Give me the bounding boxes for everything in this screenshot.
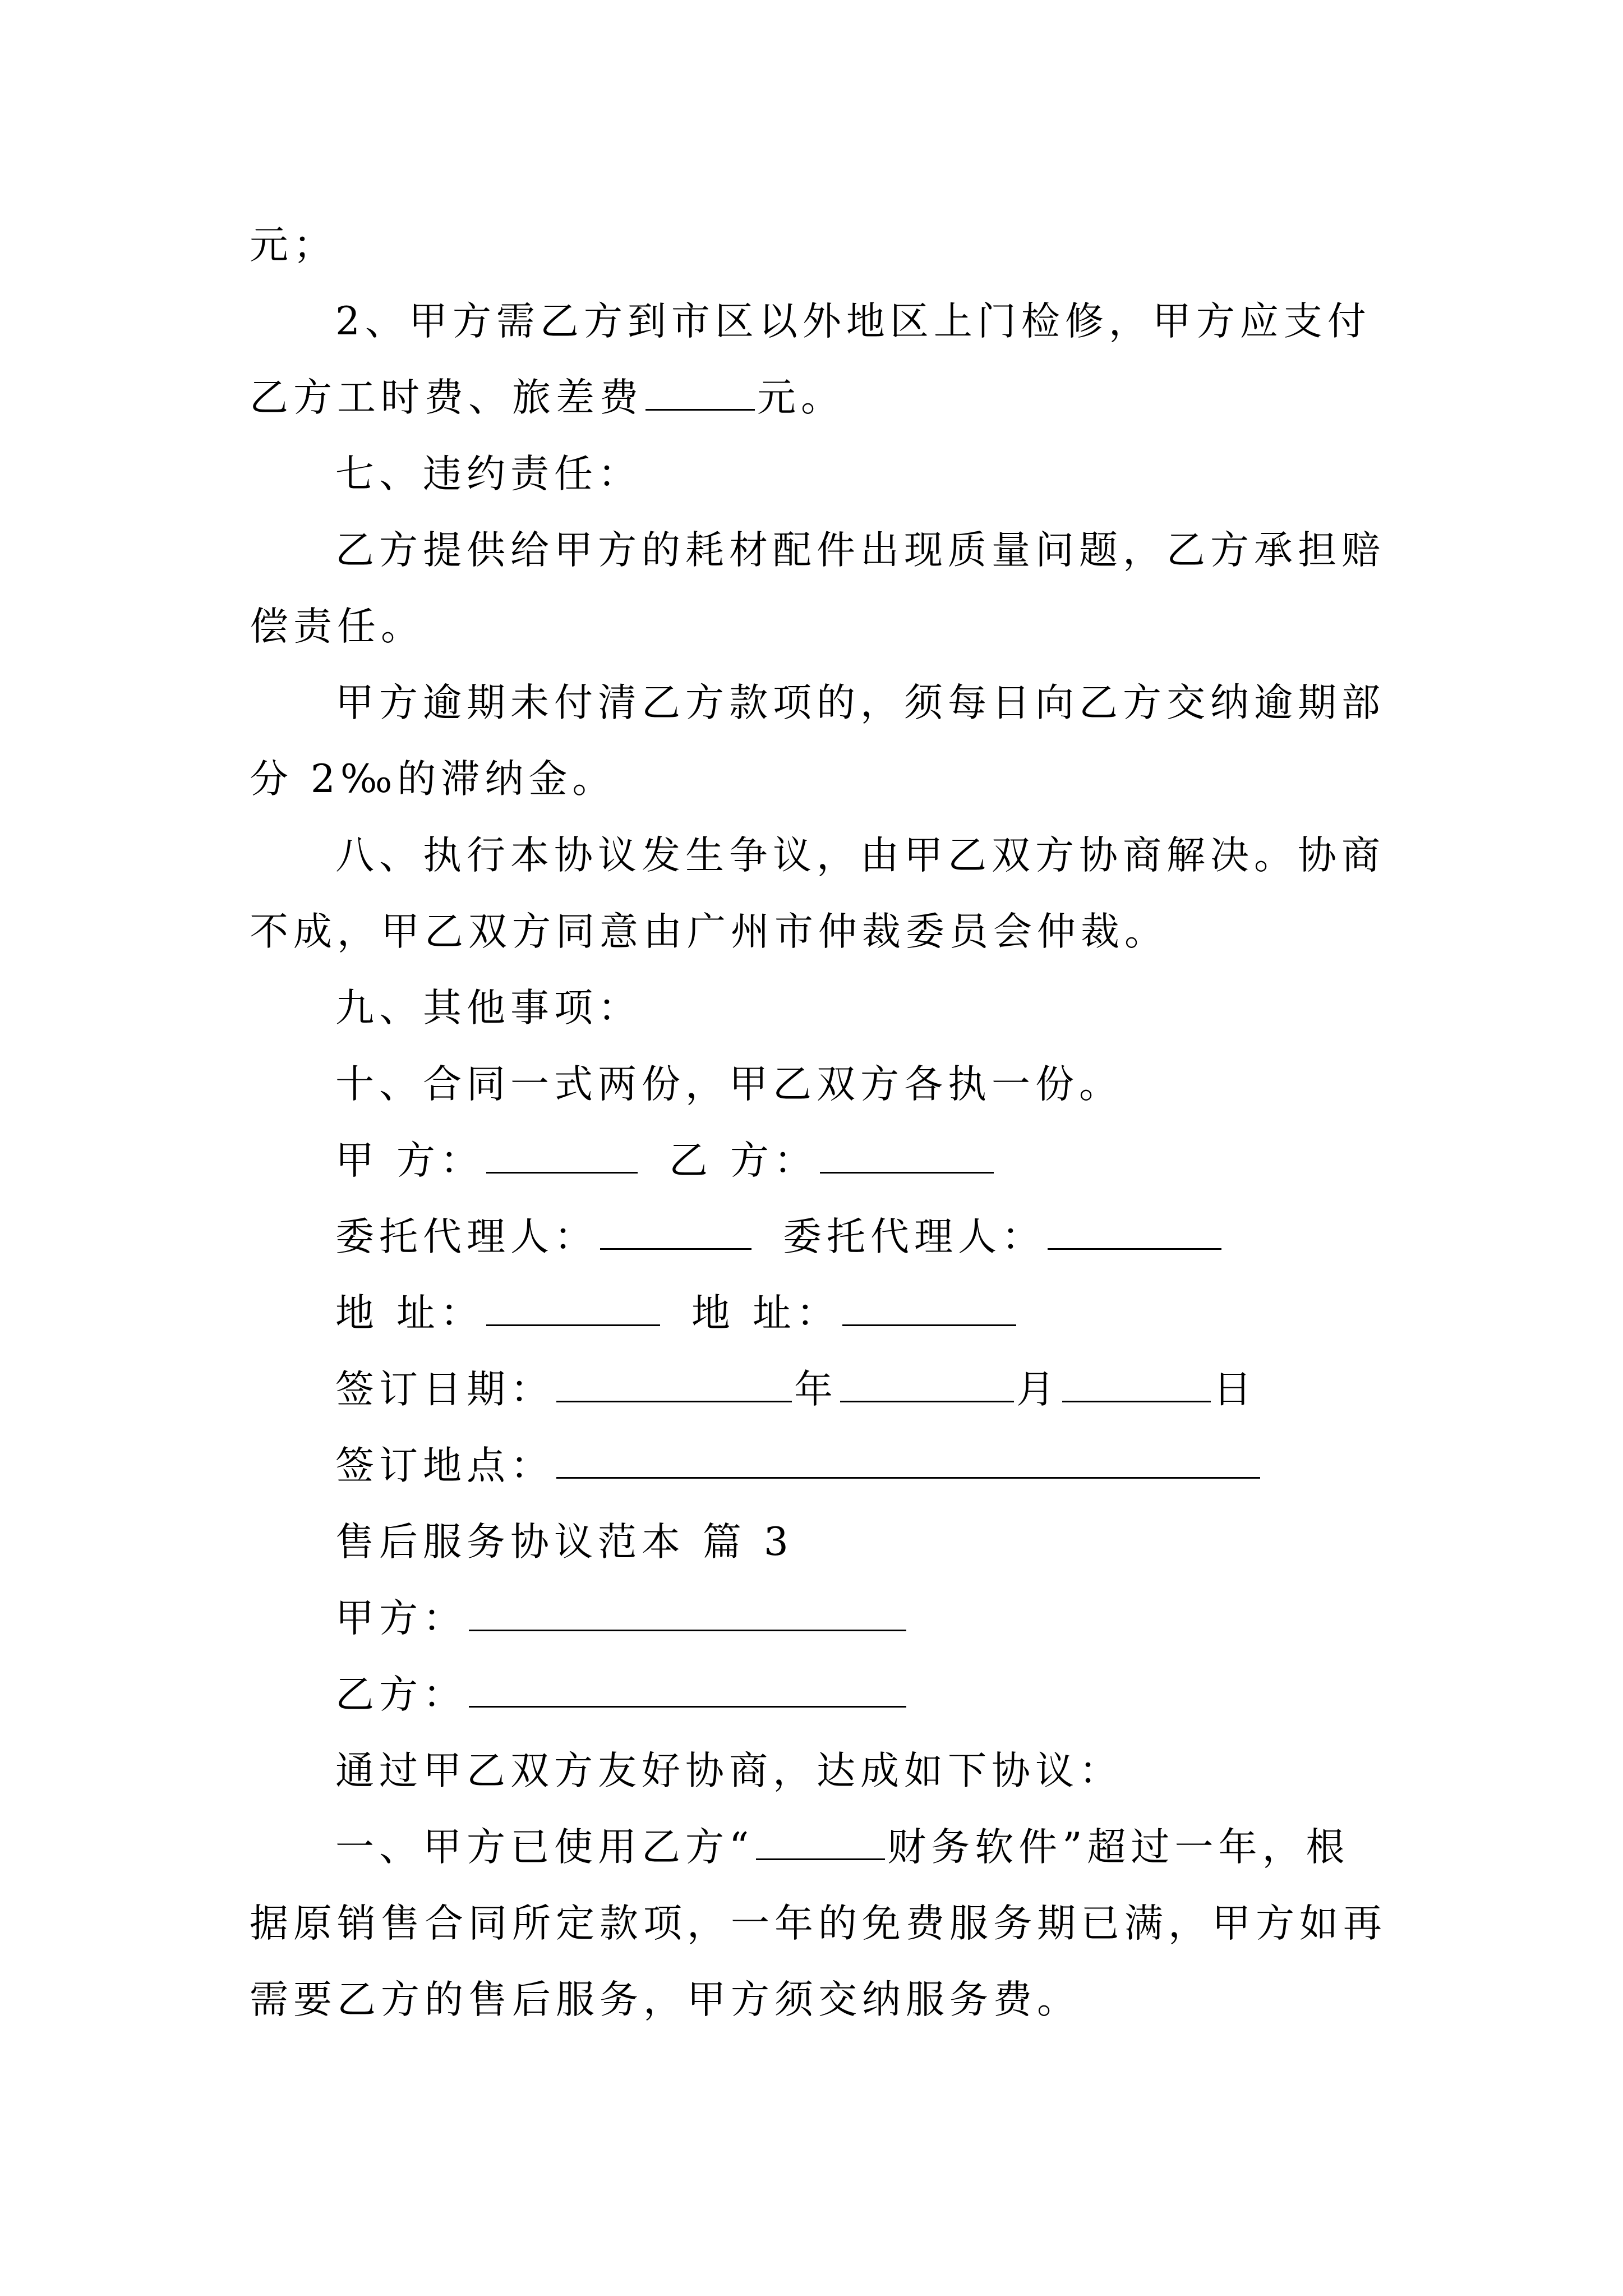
party-a-blank <box>469 1597 906 1631</box>
address-b-blank <box>842 1292 1016 1326</box>
paragraph-line <box>250 220 337 270</box>
signing-place-row <box>335 1441 1262 1491</box>
party-a-label: 甲 方： <box>335 1138 484 1183</box>
signing-date-row <box>335 1364 1257 1415</box>
breach-para-1-line-2 <box>250 601 425 652</box>
agent-b-blank <box>1048 1216 1221 1250</box>
breach-para-2-line-1 <box>335 678 1385 728</box>
date-label: 签订日期： <box>335 1367 554 1412</box>
text: 2、甲方需乙方到市区以外地区上门检修，甲方应支付 <box>335 299 1371 344</box>
month-label: 月 <box>1016 1367 1060 1412</box>
section-3-heading <box>335 1517 794 1567</box>
text: 乙方工时费、旅差费 <box>250 375 643 420</box>
signature-parties-row <box>335 1135 996 1186</box>
day-label: 日 <box>1213 1367 1257 1412</box>
address-b-label: 地 址： <box>691 1291 840 1336</box>
signature-address-row <box>335 1288 1018 1338</box>
party-a-blank <box>486 1139 638 1174</box>
section-3-party-b-row <box>335 1669 909 1720</box>
section-3-party-a-row <box>335 1593 909 1644</box>
clause-10 <box>335 1059 1123 1110</box>
clause-9 <box>335 983 642 1033</box>
section-3-clause-1-line-1 <box>335 1822 1350 1872</box>
party-b-label: 乙 方： <box>668 1138 818 1183</box>
party-b-label: 乙方： <box>335 1672 467 1717</box>
month-blank <box>840 1368 1014 1402</box>
day-blank <box>1062 1368 1211 1402</box>
text: 十、合同一式两份，甲乙双方各执一份。 <box>335 1062 1123 1107</box>
text: 通过甲乙双方友好协商，达成如下协议： <box>335 1749 1123 1793</box>
clause-8-line-2 <box>250 907 1168 957</box>
text: 甲方逾期未付清乙方款项的，须每日向乙方交纳逾期部 <box>335 680 1385 725</box>
clause-8-line-1 <box>335 830 1385 881</box>
text: 偿责任。 <box>250 604 425 649</box>
year-blank <box>556 1368 792 1402</box>
address-a-blank <box>486 1292 660 1326</box>
place-label: 签订地点： <box>335 1443 554 1488</box>
clause-2-line-1 <box>335 296 1371 347</box>
text: 分 2‰的滞纳金。 <box>250 757 616 802</box>
text: 售后服务协议范本 篇 3 <box>335 1520 794 1565</box>
signature-agents-row <box>335 1212 1224 1262</box>
section-3-intro <box>335 1746 1123 1796</box>
clause-2-line-2 <box>250 372 845 423</box>
text: 需要乙方的售后服务，甲方须交纳服务费。 <box>250 1977 1081 2022</box>
agent-a-label: 委托代理人： <box>335 1214 598 1259</box>
agent-a-blank <box>600 1216 751 1250</box>
agent-b-label: 委托代理人： <box>783 1214 1045 1259</box>
text: 元； <box>250 223 337 268</box>
party-a-label: 甲方： <box>335 1596 467 1641</box>
section-3-clause-1-line-2 <box>250 1898 1387 1949</box>
text: 财务软件”超过一年，根 <box>887 1825 1350 1870</box>
party-b-blank <box>820 1139 994 1174</box>
section-heading-breach <box>335 449 642 499</box>
text: 不成，甲乙双方同意由广州市仲裁委员会仲裁。 <box>250 909 1168 954</box>
text: 据原销售合同所定款项，一年的免费服务期已满，甲方如再 <box>250 1901 1387 1946</box>
software-name-blank <box>756 1826 885 1860</box>
address-a-label: 地 址： <box>335 1291 484 1336</box>
text: 八、执行本协议发生争议，由甲乙双方协商解决。协商 <box>335 833 1385 878</box>
section-3-clause-1-line-3 <box>250 1975 1081 2025</box>
text: 九、其他事项： <box>335 986 642 1030</box>
text: 一、甲方已使用乙方“ <box>335 1825 754 1870</box>
text: 乙方提供给甲方的耗材配件出现质量问题，乙方承担赔 <box>335 528 1385 573</box>
breach-para-1-line-1 <box>335 525 1385 576</box>
breach-para-2-line-2 <box>250 754 616 804</box>
year-label: 年 <box>794 1367 838 1412</box>
place-blank <box>556 1444 1260 1479</box>
fee-blank <box>645 376 755 411</box>
text: 七、违约责任： <box>335 452 642 496</box>
text: 元。 <box>757 375 845 420</box>
party-b-blank <box>469 1673 906 1708</box>
